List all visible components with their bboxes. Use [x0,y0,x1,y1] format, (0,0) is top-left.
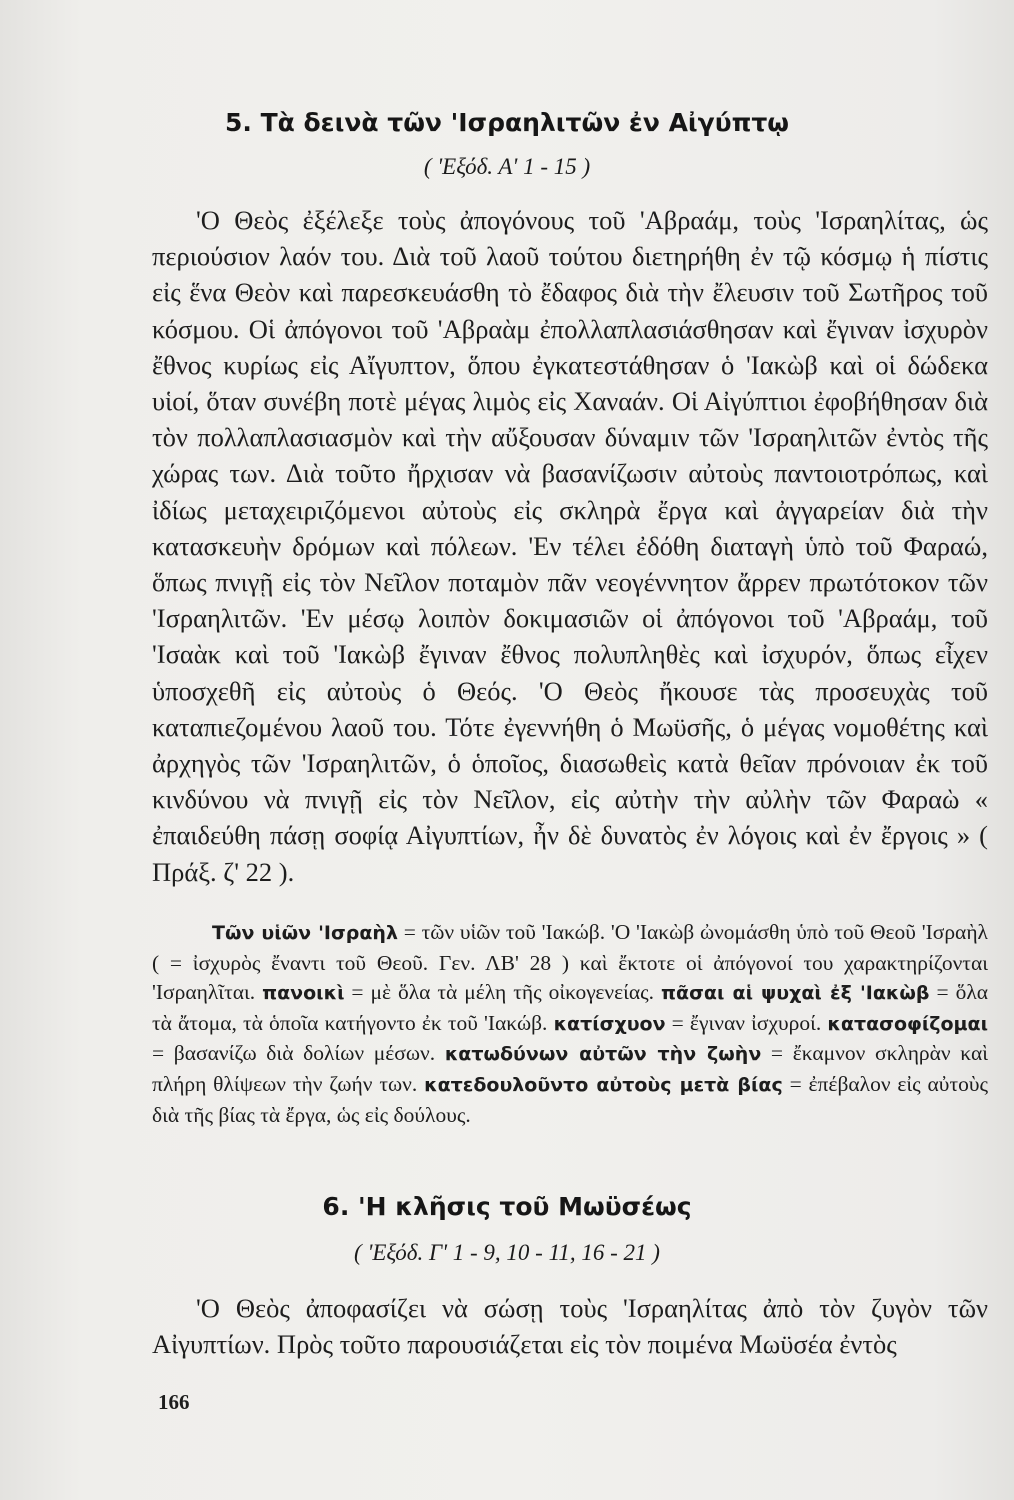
page-number: 166 [158,1390,190,1414]
note-definition: = μὲ ὅλα τὰ μέλη τῆς οἰκογενείας. [344,980,662,1005]
note-term: κατασοφίζομαι [827,1012,988,1035]
glossary-notes [152,918,988,1130]
note-term: πανοικὶ [262,982,345,1005]
note-definition: = τῶν υἱῶν τοῦ 'Ιακώβ. 'Ο 'Ιακὼβ ὠνομάσθη ὑπὸ τοῦ Θεοῦ 'Ισραὴλ ( = ἰσχυρὸς ἔναντι τοῦ Θεοῦ. Γεν. ΛΒ' 28 ) καὶ ἔκτοτε οἱ ἀπόγονοί του χαρακτηρίζονται 'Ισραηλῖται. [152,920,988,1005]
note-definition: = βασανίζω διὰ δολίων μέσων. [152,1041,445,1066]
note-term: πᾶσαι αἱ ψυχαὶ ἐξ 'Ιακὼβ [661,982,930,1005]
note-definition: = ἔκαμνον σκληρὰν καὶ πλήρη θλίψεων τὴν ζωήν των. [152,1041,989,1096]
section-5-body: 'Ο Θεὸς ἐξέλεξε τοὺς ἀπογόνους τοῦ 'Αβραάμ, τοὺς 'Ισραηλίτας, ὡς περιούσιον λαόν του. Διὰ τοῦ λαοῦ τούτου διετηρήθη ἐν τῷ κόσμῳ ἡ πίστις εἰς ἕνα Θεὸν καὶ παρεσκευάσθη τὸ ἔδαφος διὰ τὴν ἔλευσιν τοῦ Σωτῆρος τοῦ κόσμου. Οἱ ἀπόγονοι τοῦ 'Αβραὰμ ἐπολλαπλασιάσθησαν καὶ ἔγιναν ἰσχυρὸν ἔθνος κυρίως εἰς Αἴγυπτον, ὅπου ἐγκατεστάθησαν ὁ 'Ιακὼβ καὶ οἱ δώδεκα υἱοί, ὅταν συνέβη ποτὲ μέγας λιμὸς εἰς Χαναάν. Οἱ Αἰγύπτιοι ἐφοβήθησαν διὰ τὸν πολλαπλασιασμὸν καὶ τὴν αὔξουσαν δύναμιν τῶν 'Ισραηλιτῶν ἐντὸς τῆς χώρας των. Διὰ τοῦτο ἤρχισαν νὰ βασανίζωσιν αὐτοὺς παντοιοτρόπως, καὶ ἰδίως μεταχειριζόμενοι αὐτοὺς εἰς σκληρὰ ἔργα καὶ ἀγγαρείαν διὰ τὴν κατασκευὴν δρόμων καὶ πόλεων. 'Εν τέλει ἐδόθη διαταγὴ ὑπὸ τοῦ Φαραώ, ὅπως πνιγῇ εἰς τὸν Νεῖλον ποταμὸν πᾶν νεογέννητον ἄρρεν πρωτότοκον τῶν 'Ισραηλιτῶν. 'Εν μέσῳ λοιπὸν δοκιμασιῶν οἱ ἀπόγονοι τοῦ 'Αβραάμ, τοῦ 'Ισαὰκ καὶ τοῦ 'Ιακὼβ ἔγιναν ἔθνος πολυπληθὲς καὶ ἰσχυρόν, ὅπως εἶχεν ὑποσχεθῆ εἰς αὐτοὺς ὁ Θεός. 'Ο Θεὸς ἤκουσε τὰς προσευχὰς τοῦ καταπιεζομένου λαοῦ του. Τότε ἐγεννήθη ὁ Μωϋσῆς, ὁ μέγας νομοθέτης καὶ ἀρχηγὸς τῶν 'Ισραηλιτῶν, ὁ ὁποῖος, διασωθεὶς κατὰ θεῖαν πρόνοιαν ἐκ τοῦ κινδύνου νὰ πνιγῇ εἰς τὸν Νεῖλον, εἰς αὐτὴν τὴν αὐλὴν τῶν Φαραὼ « ἐπαιδεύθη πάσῃ σοφίᾳ Αἰγυπτίων, ἦν δὲ δυνατὸς ἐν λόγοις καὶ ἐν ἔργοις » ( Πράξ. ζ' 22 ). [152,205,988,887]
note-definition: = ἐπέβαλον εἰς αὐτοὺς διὰ τῆς βίας τὰ ἔργα, ὡς εἰς δούλους. [152,1071,988,1127]
section-6-body: 'Ο Θεὸς ἀποφασίζει νὰ σώσῃ τοὺς 'Ισραηλίτας ἀπὸ τὸν ζυγὸν τῶν Αἰγυπτίων. Πρὸς τοῦτο παρουσιάζεται εἰς τὸν ποιμένα Μωϋσέα ἐντὸς [152,1293,988,1360]
section-5-reference: ( 'Εξόδ. Α' 1 - 15 ) [423,154,591,179]
section-6-heading: 6. 'Η κλῆσις τοῦ Μωϋσέως [322,1192,692,1221]
note-definition: = ἔγιναν ἰσχυροί. [665,1010,828,1035]
note-term: κατωδύνων αὐτῶν τὴν ζωὴν [444,1043,762,1066]
note-term: κατεδουλοῦντο αὐτοὺς μετὰ βίας [424,1073,783,1096]
section-5-heading: 5. Τὰ δεινὰ τῶν 'Ισραηλιτῶν ἐν Αἰγύπτῳ [224,108,790,137]
note-definition: = ὅλα τὰ ἄτομα, τὰ ὁποῖα κατήγοντο ἐκ τοῦ 'Ιακώβ. [152,980,989,1035]
note-term: Τῶν υἱῶν 'Ισραὴλ [212,922,398,944]
section-6-reference: ( 'Εξόδ. Γ' 1 - 9, 10 - 11, 16 - 21 ) [354,1240,660,1265]
note-term: κατίσχυον [553,1012,666,1035]
